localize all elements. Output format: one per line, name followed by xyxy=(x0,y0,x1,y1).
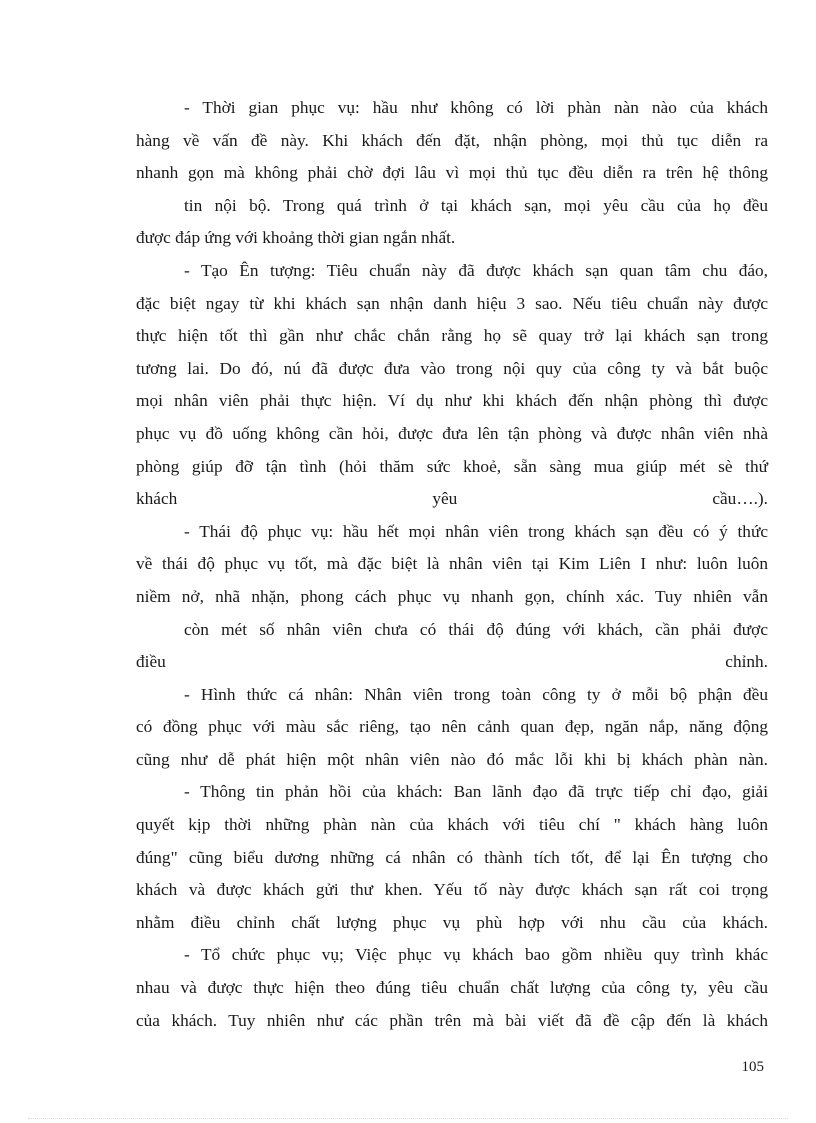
footer-divider xyxy=(28,1118,788,1119)
text-line: thực hiện tốt thì gần như chắc chắn rằng họ sẽ quay trở lại khách sạn trong xyxy=(136,326,768,346)
text-line: khách yêu cầu….). xyxy=(136,489,768,509)
text-line: về thái độ phục vụ tốt, mà đặc biệt là nhân viên tại Kim Liên I như: luôn luôn xyxy=(136,554,768,574)
text-line: nhanh gọn mà không phải chờ đợi lâu vì mọi thủ tục đều diễn ra trên hệ thông xyxy=(136,163,768,183)
text-line: phục vụ đồ uống không cần hỏi, được đưa lên tận phòng và được nhân viên nhà xyxy=(136,423,768,443)
text-line: mọi nhân viên phải thực hiện. Ví dụ như khi khách đến nhận phòng thì được xyxy=(136,391,768,411)
text-line: có đồng phục với màu sắc riêng, tạo nên cảnh quan đẹp, ngăn nắp, năng động xyxy=(136,717,768,737)
text-line: tin nội bộ. Trong quá trình ở tại khách sạn, mọi yêu cầu của họ đều xyxy=(184,195,768,215)
text-line: hàng về vấn đề này. Khi khách đến đặt, nhận phòng, mọi thủ tục diễn ra xyxy=(136,130,768,150)
text-line: điều chỉnh. xyxy=(136,652,768,672)
text-line: còn mét số nhân viên chưa có thái độ đúng với khách, cần phải được xyxy=(184,619,768,639)
text-line: đúng" cũng biểu dương những cá nhân có thành tích tốt, để lại Ên tượng cho xyxy=(136,847,768,867)
text-line: niềm nở, nhã nhặn, phong cách phục vụ nhanh gọn, chính xác. Tuy nhiên vẫn xyxy=(136,586,768,606)
page-number: 105 xyxy=(741,1059,764,1075)
text-line: khách và được khách gửi thư khen. Yếu tố này được khách sạn rất coi trọng xyxy=(136,880,768,900)
text-line: quyết kịp thời những phàn nàn của khách với tiêu chí " khách hàng luôn xyxy=(136,815,768,835)
text-line: được đáp ứng với khoảng thời gian ngắn nhất. xyxy=(136,228,456,248)
text-line: nhằm điều chỉnh chất lượng phục vụ phù hợp với nhu cầu của khách. xyxy=(136,912,768,932)
text-line: - Thông tin phản hồi của khách: Ban lãnh đạo đã trực tiếp chỉ đạo, giải xyxy=(184,782,768,802)
body-text xyxy=(136,92,768,1037)
text-line: phòng giúp đỡ tận tình (hỏi thăm sức khoẻ, sẵn sàng mua giúp mét sè thứ xyxy=(136,456,768,476)
text-line: cũng như dễ phát hiện một nhân viên nào đó mắc lỗi khi bị khách phàn nàn. xyxy=(136,749,768,769)
text-line: nhau và được thực hiện theo đúng tiêu chuẩn chất lượng của công ty, yêu cầu xyxy=(136,978,768,998)
text-line: đặc biệt ngay từ khi khách sạn nhận danh hiệu 3 sao. Nếu tiêu chuẩn này được xyxy=(136,293,768,313)
text-line: - Tạo Ên tượng: Tiêu chuẩn này đã được khách sạn quan tâm chu đáo, xyxy=(184,260,768,280)
text-line: tương lai. Do đó, nú đã được đưa vào trong nội quy của công ty và bắt buộc xyxy=(136,358,768,378)
text-line: - Thời gian phục vụ: hầu như không có lời phàn nàn nào của khách xyxy=(184,98,768,117)
text-line: - Hình thức cá nhân: Nhân viên trong toàn công ty ở mỗi bộ phận đều xyxy=(184,684,768,704)
text-line: - Tổ chức phục vụ; Việc phục vụ khách bao gồm nhiều quy trình khác xyxy=(184,945,768,965)
text-line: - Thái độ phục vụ: hầu hết mọi nhân viên trong khách sạn đều có ý thức xyxy=(184,521,768,541)
text-line: của khách. Tuy nhiên như các phần trên mà bài viết đã đề cập đến là khách xyxy=(136,1010,768,1030)
